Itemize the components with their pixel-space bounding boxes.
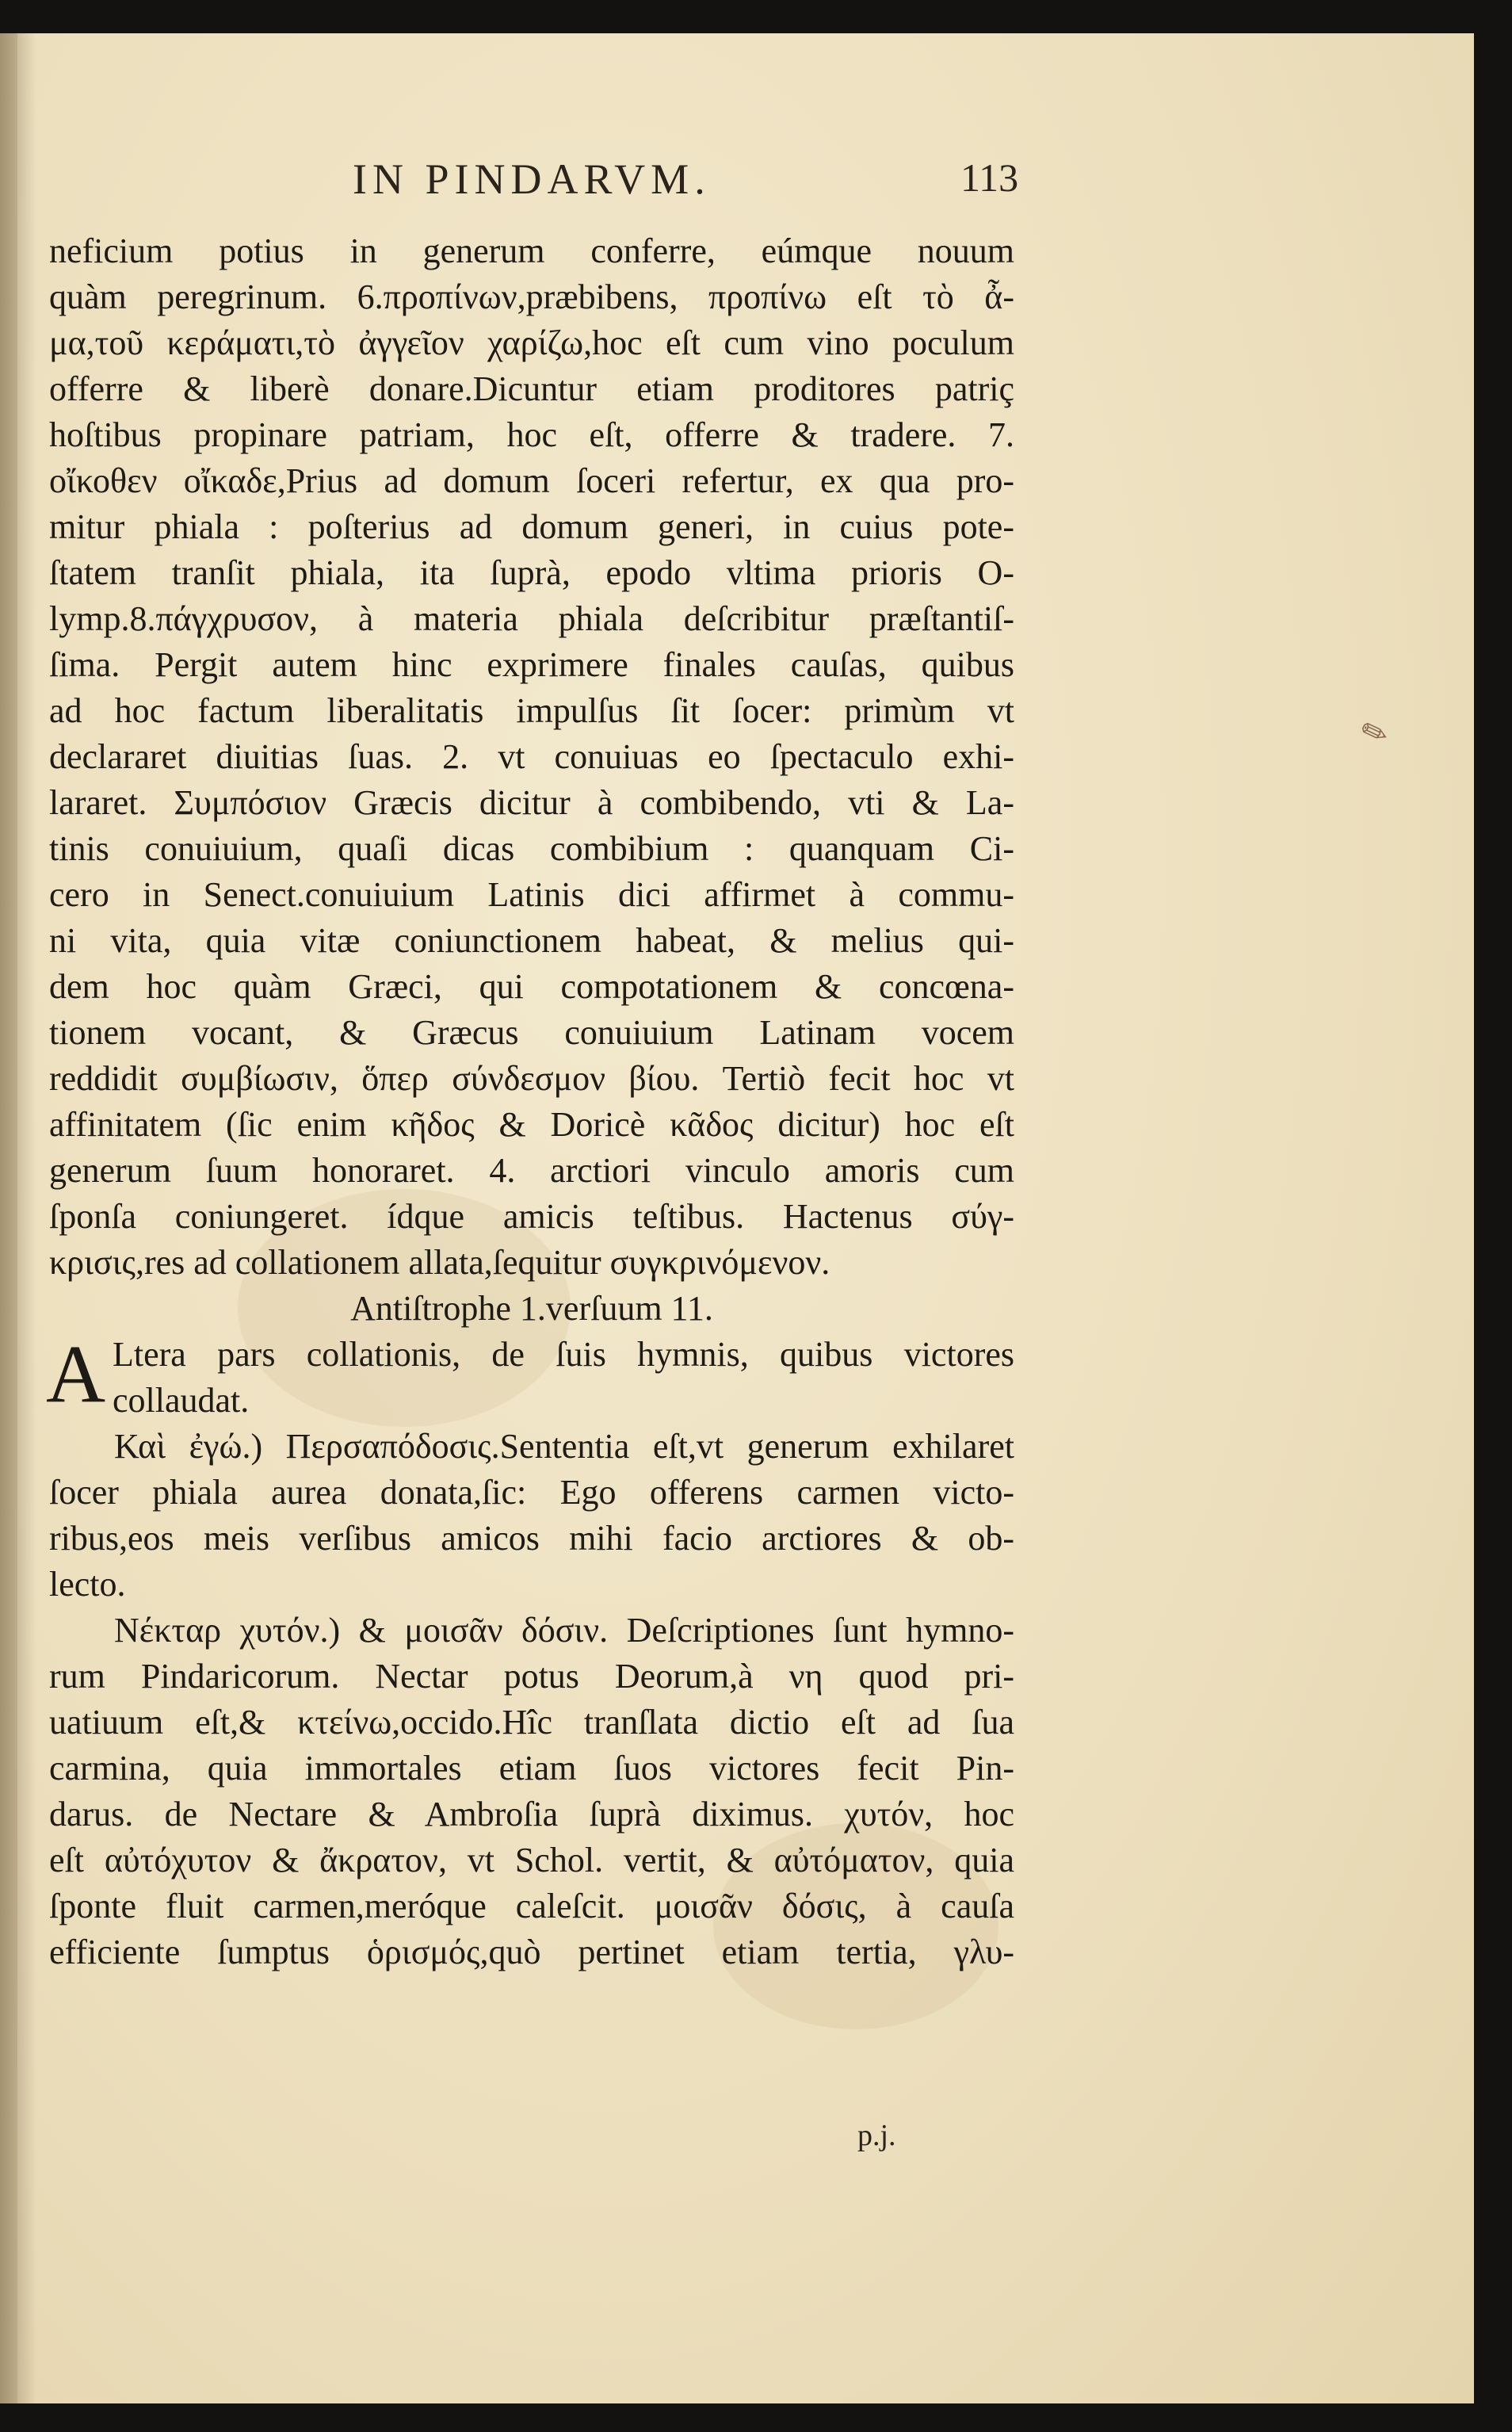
text-line: ſponte fluit carmen,meróque caleſcit. μοισᾶν δόσις, à cauſa — [49, 1887, 1014, 1925]
text-line: carmina, quia immortales etiam ſuos victores fecit Pin- — [49, 1749, 1014, 1788]
text-line: lecto. — [49, 1565, 126, 1604]
text-line: ribus,eos meis verſibus amicos mihi facio arctiores & ob- — [49, 1519, 1014, 1558]
text-line: lymp.8.πάγχρυσον, à materia phiala deſcribitur præſtantiſ- — [49, 599, 1014, 638]
text-line: reddidit συμβίωσιν, ὅπερ σύνδεσμον βίου. Tertiò fecit hoc vt — [49, 1059, 1014, 1098]
text-line: tionem vocant, & Græcus conuiuium Latinam vocem — [49, 1013, 1014, 1052]
text-line: neficium potius in generum conferre, eúmque nouum — [49, 231, 1014, 270]
text-line: Καὶ ἐγώ.) Περσαπόδοσις.Sententia eſt,vt generum exhilaret — [114, 1427, 1014, 1466]
text-line: quàm peregrinum. 6.προπίνων,præbibens, προπίνω eſt τὸ ἆ- — [49, 277, 1014, 316]
text-line: efficiente ſumptus ὁρισμός,quò pertinet etiam tertia, γλυ- — [49, 1933, 1014, 1971]
text-line: offerre & liberè donare.Dicuntur etiam proditores patriç — [49, 369, 1014, 408]
paragraph-two — [46, 1329, 1014, 1424]
text-line: declararet diuitias ſuas. 2. vt conuiuas eo ſpectaculo exhi- — [49, 737, 1014, 776]
text-line: generum ſuum honoraret. 4. arctiori vinculo amoris cum — [49, 1151, 1014, 1190]
running-head: IN PINDARVM. — [353, 155, 711, 203]
text-line: lararet. Συμπόσιον Græcis dicitur à combibendo, vti & La- — [49, 783, 1014, 822]
text-line: ſponſa coniungeret. ídque amicis teſtibus. Hactenus σύγ- — [49, 1197, 1014, 1236]
text-line: ſocer phiala aurea donata,ſic: Ego offerens carmen victo- — [49, 1473, 1014, 1512]
text-line: οἴκοθεν οἴκαδε,Prius ad domum ſoceri refertur, ex qua pro- — [49, 461, 1014, 500]
text-line: rum Pindaricorum. Nectar potus Deorum,à νη quod pri- — [49, 1657, 1014, 1696]
spine-shadow — [0, 33, 36, 2403]
text-line: mitur phiala : poſterius ad domum generi, in cuius pote- — [49, 507, 1014, 546]
text-line: uatiuum eſt,& κτείνω,occido.Hîc tranſlata dictio eſt ad ſua — [49, 1703, 1014, 1742]
page-header — [0, 155, 1474, 226]
signature-mark: p.j. — [857, 2119, 896, 2152]
text-line: darus. de Nectare & Ambroſia ſuprà diximus. χυτόν, hoc — [49, 1795, 1014, 1834]
text-line: hoſtibus propinare patriam, hoc eſt, offerre & tradere. 7. — [49, 415, 1014, 454]
text-line: μα,τοῦ κεράματι,τὸ ἀγγεῖον χαρίζω,hoc eſt cum vino poculum — [49, 323, 1014, 362]
text-line: eſt αὐτόχυτον & ἄκρατον, vt Schol. vertit, & αὐτόματον, quia — [49, 1841, 1014, 1879]
text-line: collaudat. — [113, 1381, 250, 1420]
drop-cap: A — [46, 1329, 106, 1420]
section-title: Antiſtrophe 1.verſuum 11. — [350, 1289, 713, 1328]
text-line: ſima. Pergit autem hinc exprimere finales cauſas, quibus — [49, 645, 1014, 684]
text-line: tinis conuiuium, quaſi dicas combibium : quanquam Ci- — [49, 829, 1014, 868]
text-line: Νέκταρ χυτόν.) & μοισᾶν δόσιν. Deſcriptiones ſunt hymno- — [114, 1611, 1014, 1650]
margin-ink-mark: ✎ — [1356, 711, 1394, 755]
text-line: ni vita, quia vitæ coniunctionem habeat, & melius qui- — [49, 921, 1014, 960]
text-line: ſtatem tranſit phiala, ita ſuprà, epodo vltima prioris O- — [49, 553, 1014, 592]
page-number: 113 — [960, 155, 1019, 200]
page-text — [46, 228, 1014, 2337]
text-line: ad hoc factum liberalitatis impulſus ſit ſocer: primùm vt — [49, 691, 1014, 730]
text-line: cero in Senect.conuiuium Latinis dici affirmet à commu- — [49, 875, 1014, 914]
text-line: dem hoc quàm Græci, qui compotationem & concœna- — [49, 967, 1014, 1006]
text-line: κρισις,res ad collationem allata,ſequitur συγκρινόμενον. — [49, 1243, 830, 1282]
text-line: affinitatem (ſic enim κῆδος & Doricè κᾶδος dicitur) hoc eſt — [49, 1105, 1014, 1144]
text-line: Ltera pars collationis, de ſuis hymnis, quibus victores — [113, 1335, 1014, 1374]
